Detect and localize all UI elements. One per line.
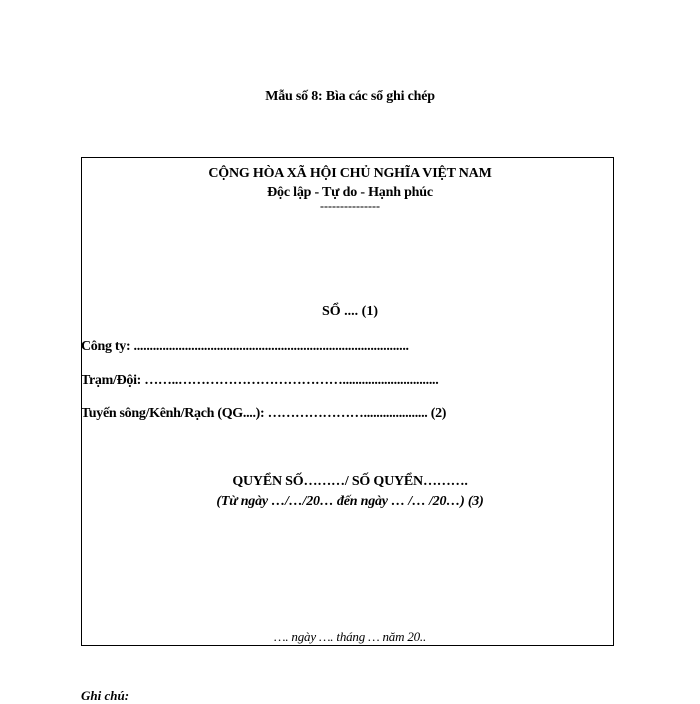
- national-name: CỘNG HÒA XÃ HỘI CHỦ NGHĨA VIỆT NAM: [208, 166, 492, 181]
- volume-number-line: QUYỂN SỐ………/ SỐ QUYỂN……….: [232, 474, 468, 489]
- note-label: Ghi chú:: [81, 688, 130, 703]
- form-title: Mẫu số 8: Bìa các sổ ghi chép: [265, 89, 435, 104]
- cover-frame: [81, 157, 614, 646]
- company-field: Công ty: ......................................................................................: [81, 339, 409, 354]
- station-team-field: Trạm/Đội: ……..………………………………..............................: [81, 373, 439, 388]
- signing-date-line: …. ngày …. tháng … năm 20..: [273, 629, 427, 644]
- national-motto: Độc lập - Tự do - Hạnh phúc: [267, 185, 433, 200]
- date-range-line: (Từ ngày …/…/20… đến ngày … /… /20…) (3): [216, 494, 484, 509]
- route-field: Tuyến sông/Kênh/Rạch (QG....): ………………….................... (2): [81, 406, 447, 421]
- motto-divider: ---------------: [320, 199, 380, 213]
- book-number-heading: SỔ .... (1): [322, 304, 378, 319]
